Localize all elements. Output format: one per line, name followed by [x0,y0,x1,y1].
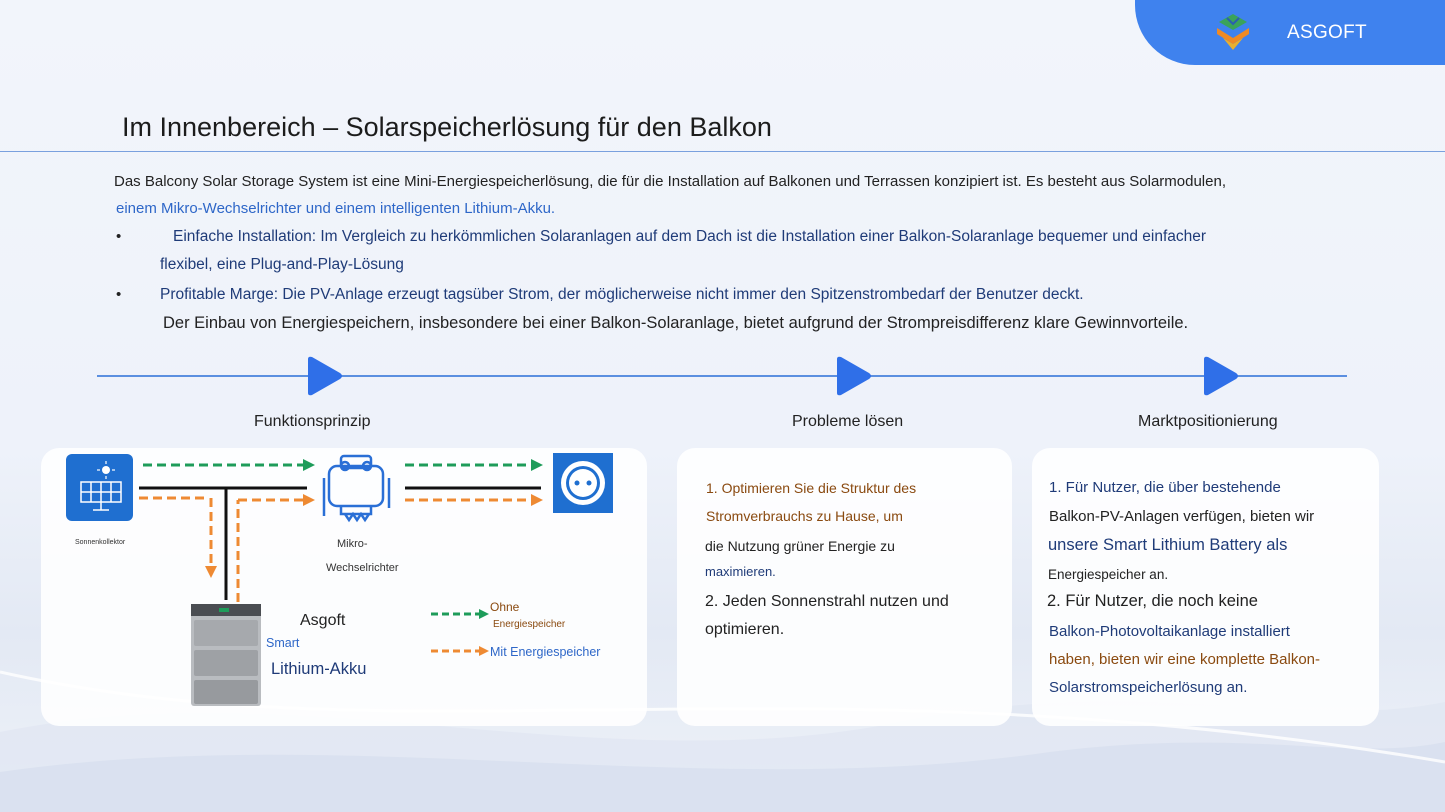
play-arrow-icon [304,356,344,396]
inverter-icon [324,456,389,520]
bullet-2-line-1: Profitable Marge: Die PV-Anlage erzeugt tagsüber Strom, der möglicherweise nicht immer den Spitzenstrombedarf der Benutzer deckt. [160,286,1084,303]
problem-1-line-3: die Nutzung grüner Energie zu [705,538,895,554]
card-probleme-loesen [677,448,1012,726]
section-title-probleme: Probleme lösen [792,413,904,430]
solar-panel-label: Sonnenkollektor [75,539,126,546]
bullet-2-line-2: Der Einbau von Energiespeichern, insbesondere bei einer Balkon-Solaranlage, bietet aufgrund der Strompreisdifferenz klare Gewinnvorteile. [163,314,1189,332]
battery-name-label: Lithium-Akku [271,660,367,678]
market-2-line-4: Solarstromspeicherlösung an. [1049,679,1248,696]
bullet-marker: • [116,286,122,303]
play-arrow-icon [833,356,873,396]
problem-1-line-4: maximieren. [705,564,776,579]
intro-line-1: Das Balcony Solar Storage System ist eine Mini-Energiespeicherlösung, die für die Installation auf Balkonen und Terrassen konzipiert ist. Es besteht aus Solarmodulen, [114,173,1226,190]
bullet-1-line-2: flexibel, eine Plug-and-Play-Lösung [160,256,404,273]
legend-green-label-1: Ohne [490,600,520,614]
page-title: Im Innenbereich – Solarspeicherlösung für den Balkon [122,112,772,142]
bullet-marker: • [116,228,122,245]
brand-name: ASGOFT [1287,22,1367,43]
market-2-line-3: haben, bieten wir eine komplette Balkon- [1049,651,1320,668]
card-marktpositionierung [1032,448,1379,726]
problem-2-line-1: 2. Jeden Sonnenstrahl nutzen und [705,593,949,610]
battery-smart-label: Smart [266,636,300,650]
problem-1-line-1: 1. Optimieren Sie die Struktur des [706,480,917,496]
brand-header [1135,0,1445,65]
energy-flow-diagram [41,448,647,726]
card-funktionsprinzip [41,448,647,726]
solar-panel-icon [66,454,133,521]
play-arrow-icon [1200,356,1240,396]
section-title-funktionsprinzip: Funktionsprinzip [254,413,371,430]
inverter-label-1: Mikro- [337,538,368,550]
bullet-1-line-1: Einfache Installation: Im Vergleich zu herkömmlichen Solaranlagen auf dem Dach ist die Installation einer Balkon-Solaranlage bequemer und einfacher [173,228,1207,245]
market-1-line-4: Energiespeicher an. [1048,567,1169,582]
legend-green-label-2: Energiespeicher [493,619,566,630]
intro-line-2: einem Mikro-Wechselrichter und einem intelligenten Lithium-Akku. [116,200,556,217]
legend-orange-label: Mit Energiespeicher [490,645,601,659]
market-2-line-1: 2. Für Nutzer, die noch keine [1047,592,1258,610]
battery-stack-icon [191,604,261,706]
market-2-line-2: Balkon-Photovoltaikanlage installiert [1049,623,1290,640]
problem-1-line-2: Stromverbrauchs zu Hause, um [706,508,903,524]
timeline-line [97,375,1347,377]
market-1-line-2: Balkon-PV-Anlagen verfügen, bieten wir [1049,508,1315,525]
title-divider [0,151,1445,152]
market-1-line-1: 1. Für Nutzer, die über bestehende [1049,479,1281,496]
market-1-line-3: unsere Smart Lithium Battery als [1048,536,1288,554]
problem-2-line-2: optimieren. [705,621,785,638]
section-title-markt: Marktpositionierung [1138,413,1278,430]
battery-brand-label: Asgoft [300,612,346,629]
asgoft-logo-icon [1215,12,1251,52]
inverter-label-2: Wechselrichter [326,562,399,574]
